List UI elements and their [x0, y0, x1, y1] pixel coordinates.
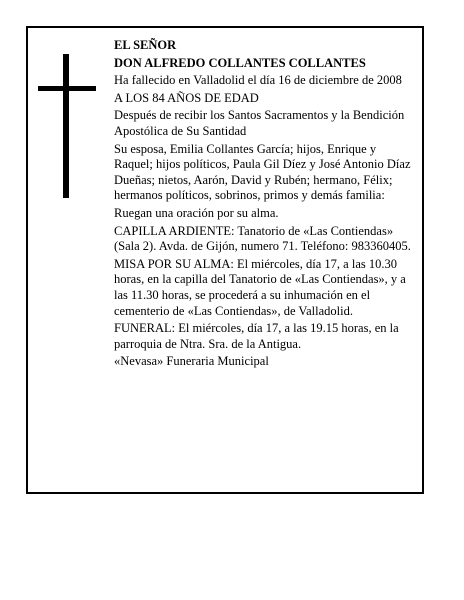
deceased-name: DON ALFREDO COLLANTES COLLANTES [114, 55, 366, 70]
cross-vertical-bar [63, 54, 69, 198]
age-line: A LOS 84 AÑOS DE EDAD [114, 90, 259, 105]
cross-icon [38, 54, 96, 198]
mass-line: MISA POR SU ALMA: El miércoles, día 17, a las 10.30 horas, en la capilla del Tanatorio de «Las Contiendas», y a las 11.30 horas, se procederá a su inhumación en el cementerio de «Las Contiendas», de Valladolid. [114, 256, 406, 318]
death-line: Ha fallecido en Valladolid el día 16 de diciembre de 2008 [114, 73, 402, 88]
family-line: Su esposa, Emilia Collantes García; hijos, Enrique y Raquel; hijos políticos, Paula Gil Díez y José Antonio Díaz Dueñas; nietos, Aarón, David y Rubén; hermano, Félix; hermanos políticos, sobrinos, primos y demás familia: [114, 141, 411, 203]
cross-horizontal-bar [38, 86, 96, 91]
chapel-line: CAPILLA ARDIENTE: Tanatorio de «Las Contiendas» (Sala 2). Avda. de Gijón, numero 71. Teléfono: 983360405. [114, 223, 411, 254]
notice-text [114, 38, 414, 372]
notice-title: EL SEÑOR [114, 38, 177, 52]
funeral-line: FUNERAL: El miércoles, día 17, a las 19.15 horas, en la parroquia de Ntra. Sra. de la Antigua. [114, 321, 399, 351]
prayer-line: Ruegan una oración por su alma. [114, 205, 279, 220]
sacraments-line: Después de recibir los Santos Sacramentos y la Bendición Apostólica de Su Santidad [114, 108, 405, 138]
funeral-home-line: «Nevasa» Funeraria Municipal [114, 354, 269, 369]
